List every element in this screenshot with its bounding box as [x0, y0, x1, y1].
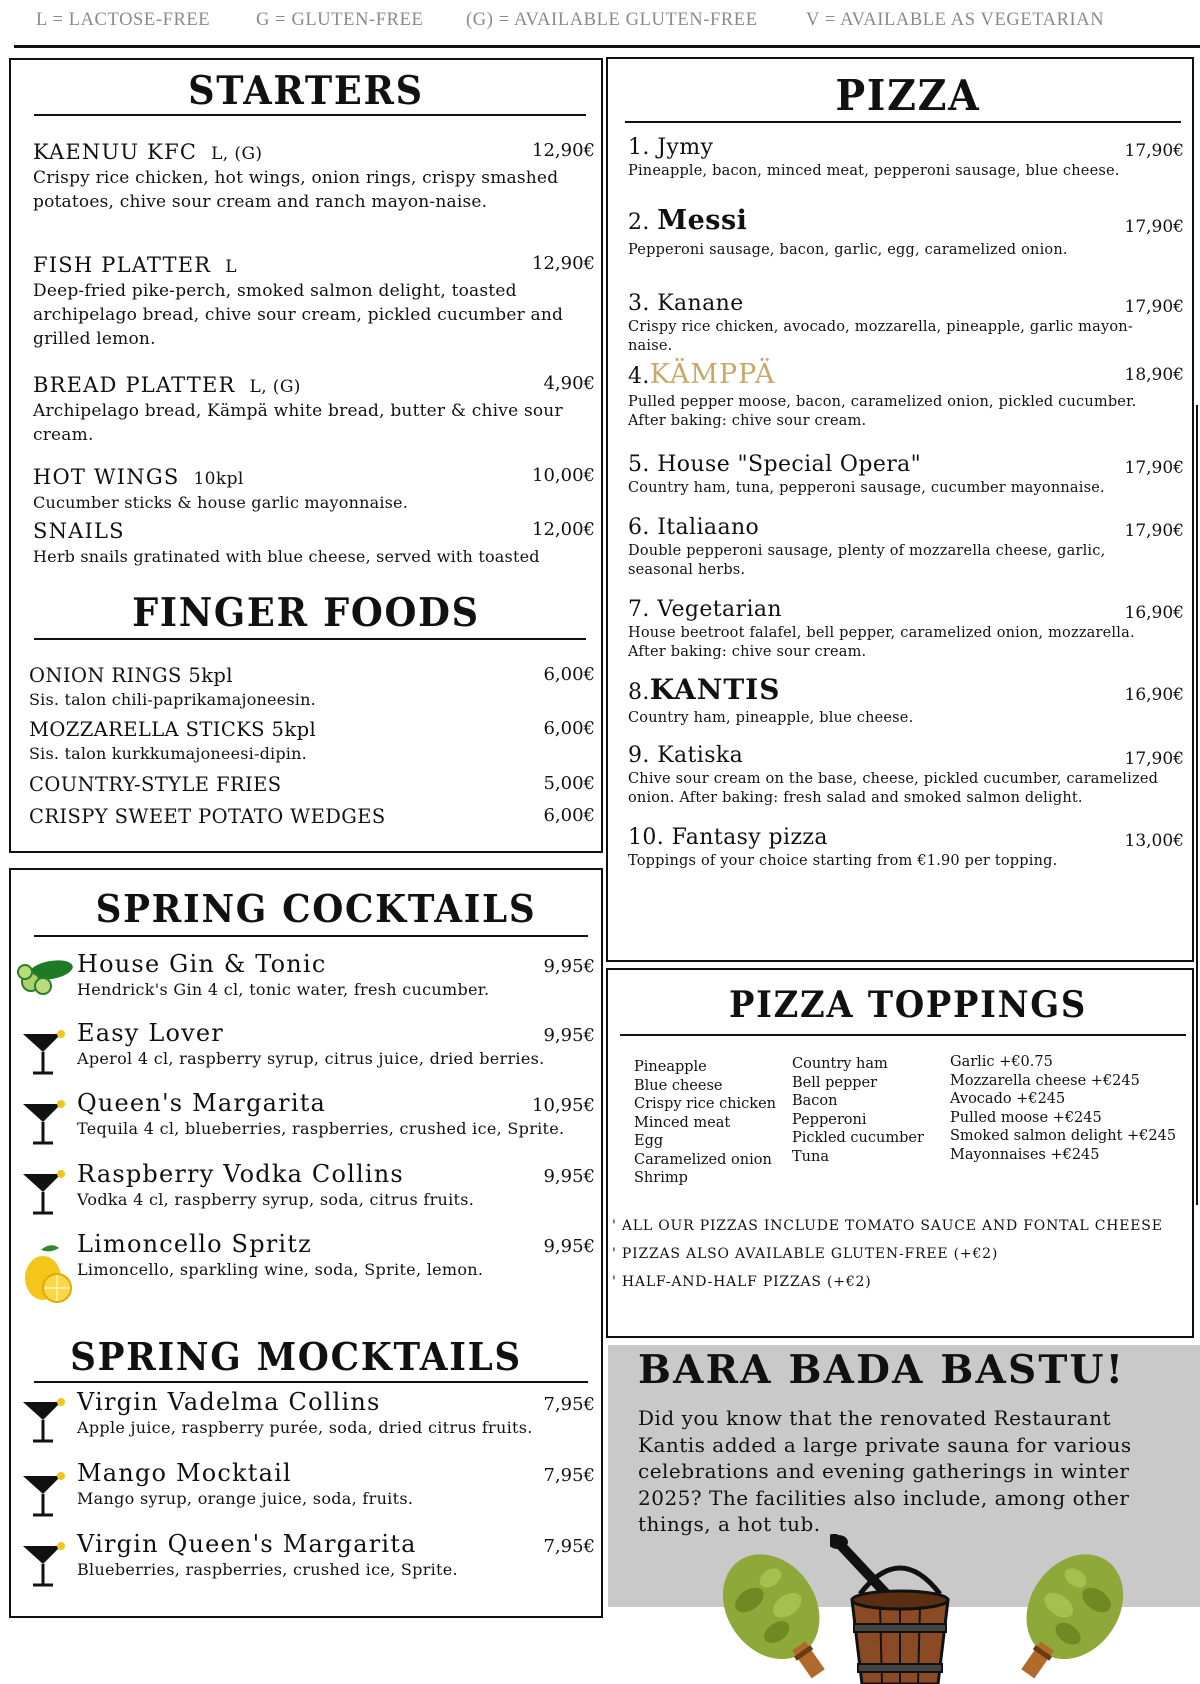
finger-food-item [29, 664, 595, 710]
item-price: 12,00€ [532, 519, 595, 540]
item-price: 13,00€ [1124, 831, 1184, 851]
item-price: 9,95€ [543, 1166, 595, 1187]
item-price: 17,90€ [1124, 749, 1184, 769]
pizza-number: 9. [628, 743, 650, 768]
item-price: 5,00€ [543, 773, 595, 794]
diet-tag: 10kpl [193, 469, 244, 489]
item-name: CRISPY SWEET POTATO WEDGES [29, 805, 386, 828]
cocktail-glass-icon [21, 1538, 67, 1588]
topping-item: Crispy rice chicken [634, 1096, 776, 1112]
page-edge-mark [1196, 885, 1198, 1205]
topping-item: Shrimp [634, 1170, 688, 1186]
item-name: ONION RINGS 5kpl [29, 664, 233, 687]
pizza-number: 8. [628, 680, 650, 705]
pizza-title: PIZZA [835, 71, 981, 120]
item-price: 18,90€ [1124, 365, 1184, 385]
finger-foods-title: FINGER FOODS [132, 590, 480, 636]
item-description: House beetroot falafel, bell pepper, caramelized onion, mozzarella. After baking: chive sour cream. [628, 625, 1135, 660]
cocktail-item [77, 1019, 605, 1075]
item-description: Crispy rice chicken, avocado, mozzarella, pineapple, garlic mayon-naise. [628, 319, 1133, 354]
pizza-item [628, 673, 1184, 726]
item-description: Country ham, pineapple, blue cheese. [628, 710, 914, 726]
pizza-item [628, 597, 1184, 660]
item-description: Pepperoni sausage, bacon, garlic, egg, caramelized onion. [628, 242, 1068, 258]
starters-title-rule [34, 114, 586, 116]
finger-food-item [29, 718, 595, 764]
item-name: Virgin Queen's Margarita [77, 1530, 417, 1558]
topping-item: Avocado +€245 [950, 1091, 1066, 1107]
cucumber-icon [15, 956, 73, 996]
item-price: 12,90€ [532, 253, 595, 274]
lemon-icon [17, 1242, 75, 1306]
pizza-number: 10. [628, 825, 665, 850]
starter-item [33, 465, 595, 515]
item-description: Tequila 4 cl, blueberries, raspberries, crushed ice, Sprite. [77, 1119, 565, 1138]
item-name: Italiaano [657, 515, 760, 540]
pizza-number: 4. [628, 364, 650, 389]
finger-food-item [29, 805, 595, 831]
item-price: 10,95€ [532, 1095, 595, 1116]
item-name: House "Special Opera" [657, 452, 922, 477]
pizza-item [628, 359, 1184, 429]
item-description: Limoncello, sparkling wine, soda, Sprite, lemon. [77, 1260, 484, 1279]
mocktail-item [77, 1530, 605, 1586]
topping-item: Pineapple [634, 1059, 707, 1075]
item-description: Sis. talon chili-paprikamajoneesin. [29, 690, 316, 709]
pizza-number: 2. [628, 210, 650, 235]
item-price: 17,90€ [1124, 141, 1184, 161]
pizza-title-rule [625, 121, 1181, 123]
page-edge-mark [1196, 405, 1198, 885]
item-price: 6,00€ [543, 718, 595, 739]
item-name: KÄMPPÄ [649, 359, 776, 390]
cocktail-item [77, 1160, 605, 1216]
cocktails-title-rule [34, 935, 588, 937]
legend-bar [36, 10, 1176, 36]
item-name: Kanane [657, 291, 744, 316]
finger-food-item [29, 773, 595, 799]
item-description: Deep-fried pike-perch, smoked salmon delight, toasted archipelago bread, chive sour cream, pickled cucumber and grilled lemon. [33, 281, 564, 349]
item-description: Country ham, tuna, pepperoni sausage, cucumber mayonnaise. [628, 480, 1105, 496]
sauna-description: Did you know that the renovated Restaurant Kantis added a large private sauna for various celebrations and evening gatherings in winter 2025? The facilities also include, among other things, a hot tub. [638, 1406, 1132, 1536]
item-name: Fantasy pizza [671, 825, 828, 850]
cocktail-item [77, 1089, 605, 1145]
item-name: Easy Lover [77, 1019, 224, 1047]
toppings-title-rule [620, 1034, 1186, 1036]
item-description: Mango syrup, orange juice, soda, fruits. [77, 1489, 414, 1508]
item-name: SNAILS [33, 519, 125, 543]
item-price: 7,95€ [543, 1394, 595, 1415]
starter-item [33, 253, 595, 353]
item-description: Double pepperoni sausage, plenty of mozzarella cheese, garlic, seasonal herbs. [628, 543, 1106, 578]
item-name: Virgin Vadelma Collins [77, 1388, 381, 1416]
item-name: COUNTRY-STYLE FRIES [29, 773, 282, 796]
cocktail-glass-icon [21, 1394, 67, 1444]
starters-title: STARTERS [188, 68, 424, 114]
item-price: 12,90€ [532, 140, 595, 161]
topping-item: Smoked salmon delight +€245 [950, 1128, 1177, 1144]
item-description: Hendrick's Gin 4 cl, tonic water, fresh cucumber. [77, 980, 490, 999]
topping-item: Mayonnaises +€245 [950, 1146, 1100, 1163]
item-price: 17,90€ [1124, 458, 1184, 478]
item-name: BREAD PLATTER [33, 373, 236, 397]
item-price: 6,00€ [543, 805, 595, 826]
item-name: KAENUU KFC [33, 140, 198, 164]
cocktail-glass-icon [21, 1096, 67, 1146]
pizza-item [628, 825, 1184, 869]
item-price: 9,95€ [543, 956, 595, 977]
legend-available-gluten-free: (G) = AVAILABLE GLUTEN-FREE [466, 10, 758, 30]
cocktail-glass-icon [21, 1468, 67, 1518]
pizza-number: 5. [628, 452, 650, 477]
item-description: Vodka 4 cl, raspberry syrup, soda, citrus fruits. [77, 1190, 475, 1209]
legend-divider [14, 45, 1200, 48]
diet-tag: L, (G) [249, 377, 301, 397]
item-name: HOT WINGS [33, 465, 180, 489]
item-price: 10,00€ [532, 465, 595, 486]
item-description: Crispy rice chicken, hot wings, onion rings, crispy smashed potatoes, chive sour cream and ranch mayon-naise. [33, 168, 559, 212]
toppings-column-1 [634, 1058, 776, 1188]
diet-tag: L [225, 257, 237, 277]
cocktail-item [77, 950, 605, 1006]
item-price: 17,90€ [1124, 521, 1184, 541]
pizza-item [628, 743, 1184, 806]
toppings-note: ' PIZZAS ALSO AVAILABLE GLUTEN-FREE (+€2) [612, 1246, 999, 1262]
item-name: Queen's Margarita [77, 1089, 327, 1117]
toppings-column-3 [950, 1053, 1176, 1164]
item-name: MOZZARELLA STICKS 5kpl [29, 718, 317, 741]
item-description: Archipelago bread, Kämpä white bread, butter & chive sour cream. [33, 401, 563, 445]
topping-item: Egg [634, 1133, 664, 1149]
pizza-number: 6. [628, 515, 650, 540]
birch-whisk-right-icon [990, 1540, 1140, 1684]
item-name: Mango Mocktail [77, 1459, 292, 1487]
item-description: Sis. talon kurkkumajoneesi-dipin. [29, 744, 307, 763]
toppings-note: ' HALF-AND-HALF PIZZAS (+€2) [612, 1274, 872, 1290]
cocktail-item [77, 1230, 605, 1286]
pizza-number: 1. [628, 135, 650, 160]
topping-item: Tuna [792, 1148, 829, 1165]
item-price: 7,95€ [543, 1536, 595, 1557]
item-description: Apple juice, raspberry purée, soda, dried citrus fruits. [77, 1418, 533, 1437]
topping-item: Minced meat [634, 1114, 731, 1131]
item-name: Jymy [657, 135, 714, 160]
item-name: FISH PLATTER [33, 253, 212, 277]
mocktail-item [77, 1388, 605, 1444]
item-description: Herb snails gratinated with blue cheese, served with toasted [33, 547, 540, 566]
pizza-item [628, 205, 1184, 258]
pizza-number: 7. [628, 597, 650, 622]
item-description: Chive sour cream on the base, cheese, pickled cucumber, caramelized onion. After baking: fresh salad and smoked salmon delight. [628, 771, 1159, 806]
diet-tag: L, (G) [211, 144, 263, 164]
item-price: 16,90€ [1124, 603, 1184, 623]
topping-item: Blue cheese [634, 1077, 723, 1094]
topping-item: Bacon [792, 1093, 838, 1109]
topping-item: Pickled cucumber [792, 1130, 924, 1146]
item-name: KANTIS [649, 673, 781, 706]
legend-vegetarian: V = AVAILABLE AS VEGETARIAN [806, 10, 1105, 30]
pizza-item [628, 135, 1184, 179]
item-name: Messi [657, 205, 748, 236]
toppings-note: ' ALL OUR PIZZAS INCLUDE TOMATO SAUCE AND FONTAL CHEESE [612, 1218, 1163, 1234]
mocktails-title: SPRING MOCKTAILS [70, 1334, 522, 1379]
item-name: Raspberry Vodka Collins [77, 1160, 404, 1188]
toppings-title: PIZZA TOPPINGS [728, 984, 1088, 1026]
topping-item: Garlic +€0.75 [950, 1054, 1053, 1070]
item-price: 7,95€ [543, 1465, 595, 1486]
toppings-column-2 [792, 1055, 924, 1166]
cocktail-glass-icon [21, 1026, 67, 1076]
starter-item [33, 373, 595, 453]
mocktails-title-rule [34, 1381, 588, 1383]
pizza-item [628, 291, 1184, 354]
cocktail-glass-icon [21, 1166, 67, 1216]
legend-lactose-free: L = LACTOSE-FREE [36, 10, 211, 30]
cocktails-section [9, 868, 603, 1618]
starters-section [9, 58, 603, 853]
topping-item: Pepperoni [792, 1111, 867, 1128]
topping-item: Pulled moose +€245 [950, 1109, 1102, 1126]
pizza-item [628, 515, 1184, 578]
pizza-item [628, 452, 1184, 496]
sauna-title: BARA BADA BASTU! [638, 1347, 1126, 1393]
topping-item: Caramelized onion [634, 1151, 772, 1168]
topping-item: Country ham [792, 1056, 888, 1072]
item-price: 4,90€ [543, 373, 595, 394]
item-description: Blueberries, raspberries, crushed ice, Sprite. [77, 1560, 458, 1579]
item-price: 9,95€ [543, 1236, 595, 1257]
mocktail-item [77, 1459, 605, 1515]
item-price: 6,00€ [543, 664, 595, 685]
starter-item [33, 140, 595, 240]
item-name: Limoncello Spritz [77, 1230, 312, 1258]
finger-foods-title-rule [34, 638, 586, 640]
topping-item: Mozzarella cheese +€245 [950, 1072, 1140, 1089]
pizza-section [606, 57, 1194, 962]
item-price: 17,90€ [1124, 297, 1184, 317]
item-price: 17,90€ [1124, 217, 1184, 237]
item-description: Aperol 4 cl, raspberry syrup, citrus juice, dried berries. [77, 1049, 545, 1068]
item-name: Katiska [657, 743, 744, 768]
item-price: 9,95€ [543, 1025, 595, 1046]
item-description: Toppings of your choice starting from €1.90 per topping. [628, 853, 1058, 869]
item-description: Pulled pepper moose, bacon, caramelized onion, pickled cucumber. After baking: chive sour cream. [628, 394, 1137, 429]
cocktails-title: SPRING COCKTAILS [95, 886, 537, 931]
item-description: Pineapple, bacon, minced meat, pepperoni sausage, blue cheese. [628, 163, 1120, 179]
item-name: House Gin & Tonic [77, 950, 327, 978]
topping-item: Bell pepper [792, 1074, 878, 1091]
legend-gluten-free: G = GLUTEN-FREE [256, 10, 424, 30]
sauna-bucket-icon [830, 1534, 970, 1684]
item-name: Vegetarian [657, 597, 782, 622]
pizza-number: 3. [628, 291, 650, 316]
item-description: Cucumber sticks & house garlic mayonnaise. [33, 493, 409, 512]
item-price: 16,90€ [1124, 685, 1184, 705]
starter-item [33, 519, 595, 569]
